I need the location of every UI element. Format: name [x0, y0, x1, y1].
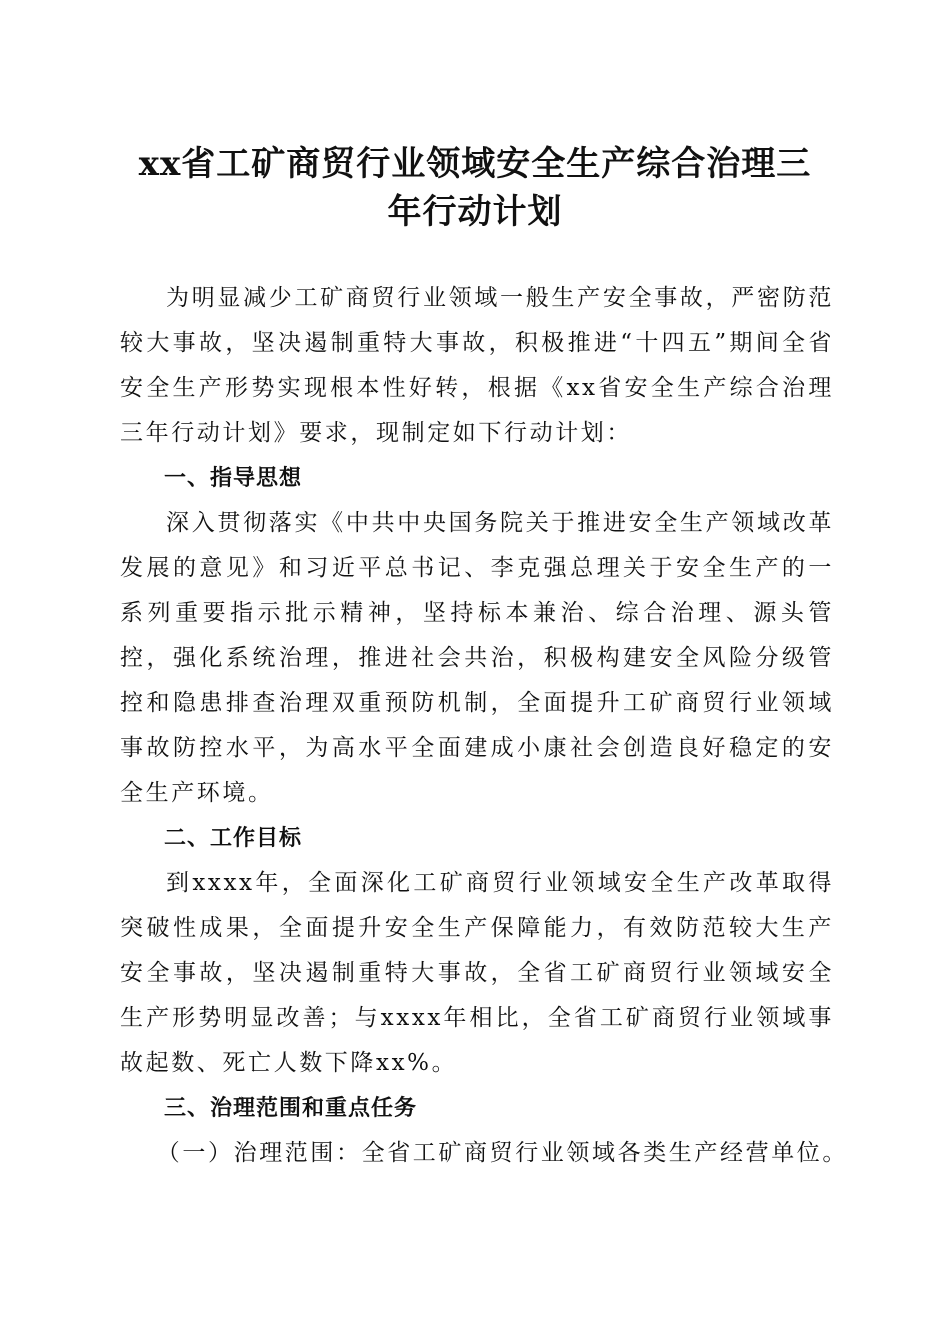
- section-heading-work-goals: 二、工作目标: [164, 826, 303, 851]
- section-paragraph-work-goals: 到xxxx年，全面深化工矿商贸行业领域安全生产改革取得突破性成果，全面提升安全生产保障能力，有效防范较大生产安全事故，坚决遏制重特大事故，全省工矿商贸行业领域安全生产形势明显改善；与xxxx年相比，全省工矿商贸行业领域事故起数、死亡人数下降xx%。: [120, 870, 834, 1076]
- title-line-2: 年行动计划: [387, 192, 563, 232]
- section-paragraph-guiding-thought: 深入贯彻落实《中共中央国务院关于推进安全生产领域改革发展的意见》和习近平总书记、李克强总理关于安全生产的一系列重要指示批示精神，坚持标本兼治、综合治理、源头管控，强化系统治理，推进社会共治，积极构建安全风险分级管控和隐患排查治理双重预防机制，全面提升工矿商贸行业领域事故防控水平，为高水平全面建成小康社会创造良好稳定的安全生产环境。: [120, 510, 834, 806]
- subsection-scope: （一）治理范围：全省工矿商贸行业领域各类生产经营单位。: [156, 1140, 848, 1166]
- document-body: [120, 276, 848, 1176]
- intro-paragraph: 为明显减少工矿商贸行业领域一般生产安全事故，严密防范较大事故，坚决遏制重特大事故，积极推进“十四五”期间全省安全生产形势实现根本性好转，根据《xx省安全生产综合治理三年行动计划》要求，现制定如下行动计划：: [120, 285, 834, 446]
- section-heading-scope-tasks: 三、治理范围和重点任务: [164, 1096, 418, 1121]
- title-line-1: xx省工矿商贸行业领域安全生产综合治理三: [138, 144, 812, 184]
- section-heading-guiding-thought: 一、指导思想: [164, 466, 303, 491]
- document-title: [60, 140, 890, 236]
